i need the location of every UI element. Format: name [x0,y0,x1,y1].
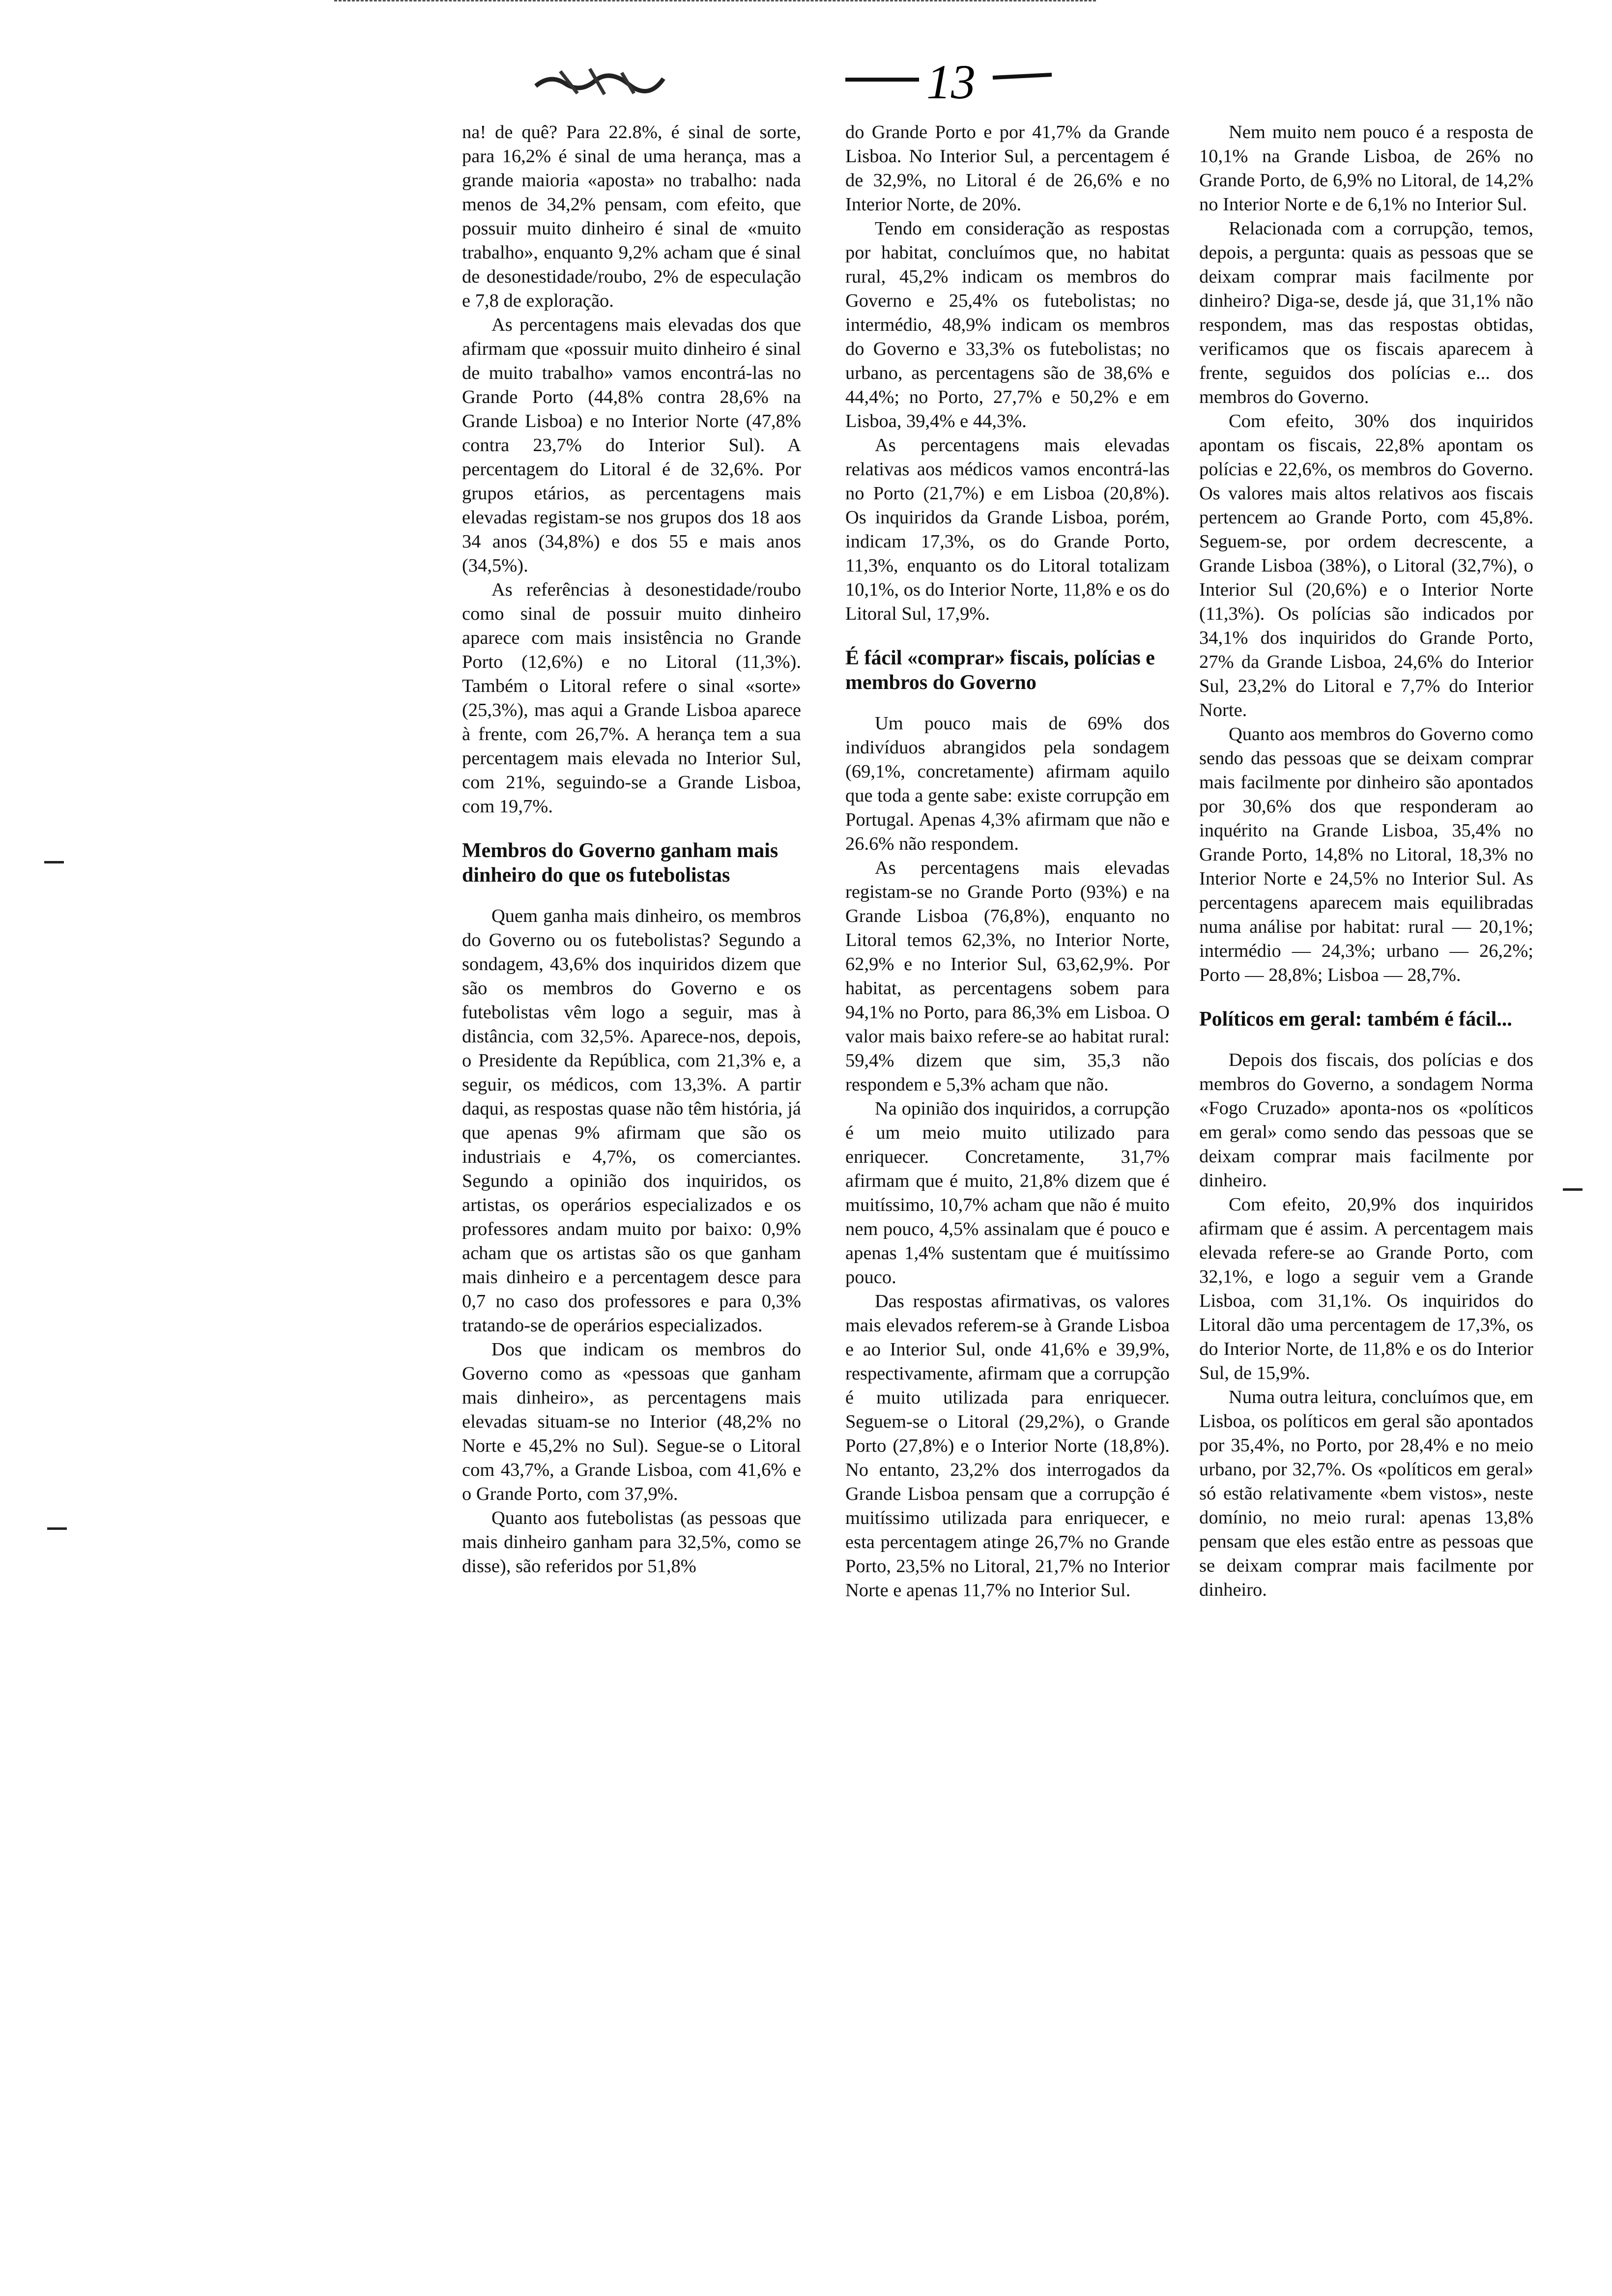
col2-paragraph: Das respostas afirmativas, os valores mais elevados referem-se à Grande Lisboa e ao Interior Sul, onde 41,6% e 39,9%, respectivamente, afirmam que a corrupção é muito utilizada para enriquecer. Seguem-se o Litoral (29,2%), o Grande Porto (27,8%) e o Interior Norte (18,8%). No entanto, 23,2% dos interrogados da Grande Lisboa pensam que a corrupção é muitíssimo utilizada para enriquecer, e esta percentagem atinge 26,7% no Grande Porto, 23,5% no Litoral, 21,7% no Interior Norte e apenas 11,7% no Interior Sul. [845,1291,1170,1601]
col1-paragraph: As referências à desonestidade/roubo como sinal de possuir muito dinheiro aparece com mais insistência no Grande Porto (12,6%) e no Litoral (11,3%). Também o Litoral refere o sinal «sorte» (25,3%), mas aqui a Grande Lisboa aparece à frente, com 26,7%. A herança tem a sua percentagem mais elevada no Interior Sul, com 21%, seguindo-se a Grande Lisboa, com 19,7%. [462,579,801,817]
col2-paragraph: As percentagens mais elevadas registam-se no Grande Porto (93%) e na Grande Lisboa (76,8%), enquanto no Litoral temos 62,3%, no Interior Norte, 62,9% e no Interior Sul, 63,62,9%. Por habitat, as percentagens sobem para 94,1% no Porto, para 86,3% em Lisboa. O valor mais baixo refere-se ao habitat rural: 59,4% dizem que sim, 35,3 não respondem e 5,3% acham que não. [845,858,1170,1095]
col3-headline: Políticos em geral: também é fácil... [1199,1008,1512,1031]
margin-mark-right [1563,1188,1583,1191]
top-dashed-rule [334,0,1096,1]
col3-paragraph: Depois dos fiscais, dos polícias e dos membros do Governo, a sondagem Norma «Fogo Cruzado» aponta-nos os «políticos em geral» como sendo das pessoas que se deixam comprar mais facilmente por dinheiro. [1199,1050,1533,1191]
col2-paragraph: do Grande Porto e por 41,7% da Grande Lisboa. No Interior Sul, a percentagem é de 32,9%, no Litoral é de 26,6% e no Interior Norte, de 20%. [845,122,1170,215]
header-smudge [531,59,668,103]
col2-paragraph: As percentagens mais elevadas relativas aos médicos vamos encontrá-las no Porto (21,7%) e em Lisboa (20,8%). Os inquiridos da Grande Lisboa, porém, indicam 17,3%, os do Grande Porto, 11,3%, enquanto os do Litoral totalizam 10,1%, os do Interior Norte, 11,8% e os do Litoral Sul, 17,9%. [845,435,1170,624]
margin-mark-left [44,861,64,863]
col2-paragraph: Na opinião dos inquiridos, a corrupção é um meio muito utilizado para enriquecer. Concretamente, 31,7% afirmam que é muito, 21,8% dizem que é muitíssimo, 10,7% acham que não é muito nem pouco, 4,5% assinalam que é pouco e apenas 1,4% sustentam que é muitíssimo pouco. [845,1098,1170,1288]
col3-paragraph: Relacionada com a corrupção, temos, depois, a pergunta: quais as pessoas que se deixam comprar mais facilmente por dinheiro? Diga-se, desde já, que 31,1% não respondem, mas das respostas obtidas, verificamos que os fiscais aparecem à frente, seguidos dos polícias e... dos membros do Governo. [1199,218,1533,407]
col2-paragraph: Tendo em consideração as respostas por habitat, concluímos que, no habitat rural, 45,2% indicam os membros do Governo e 25,4% os futebolistas; no intermédio, 48,9% indicam os membros do Governo e 33,3% os futebolistas; no urbano, as percentagens são de 38,6% e 44,4%; no Porto, 27,7% e 50,2% e em Lisboa, 39,4% e 44,3%. [845,218,1170,431]
col1-paragraph: Quem ganha mais dinheiro, os membros do Governo ou os futebolistas? Segundo a sondagem, 43,6% dos inquiridos dizem que são os membros do Governo e os futebolistas vêm logo a seguir, mas à distância, com 32,5%. Aparece-nos, depois, o Presidente da República, com 21,3% e, a seguir, os médicos, com 13,3%. A partir daqui, as respostas quase não têm história, já que apenas 9% afirmam que são os industriais e 4,7%, os comerciantes. Segundo a opinião dos inquiridos, os artistas, os operários especializados e os professores andam muito por baixo: 0,9% acham que os artistas são os que ganham mais dinheiro e a percentagem desce para 0,7 no caso dos professores e para 0,3% tratando-se de operários especializados. [462,906,801,1336]
col3-paragraph: Nem muito nem pouco é a resposta de 10,1% na Grande Lisboa, de 26% no Grande Porto, de 6,9% no Litoral, de 14,2% no Interior Norte e de 6,1% no Interior Sul. [1199,122,1533,215]
col1-headline: Membros do Governo ganham mais dinheiro do que os futebolistas [462,839,778,887]
col3-paragraph: Com efeito, 20,9% dos inquiridos afirmam que é assim. A percentagem mais elevada refere-se ao Grande Porto, com 32,1%, e logo a seguir vem a Grande Lisboa, com 31,1%. Os inquiridos do Litoral dão uma percentagem de 17,3%, os do Interior Norte, de 11,8% e os do Interior Sul, de 15,9%. [1199,1194,1533,1383]
page-number-text: 13 [926,55,976,108]
col1-paragraph: Dos que indicam os membros do Governo como as «pessoas que ganham mais dinheiro», as percentagens mais elevadas situam-se no Interior (48,2% no Norte e 45,2% no Sul). Segue-se o Litoral com 43,7%, a Grande Lisboa, com 41,6% e o Grande Porto, com 37,9%. [462,1339,801,1504]
col3-paragraph: Quanto aos membros do Governo como sendo das pessoas que se deixam comprar mais facilmente por dinheiro são apontados por 30,6% dos que responderam ao inquérito na Grande Lisboa, 35,4% no Grande Porto, 14,8% no Litoral, 18,3% no Interior Norte e 24,5% no Interior Sul. As percentagens aparecem mais equilibradas numa análise por habitat: rural — 20,1%; intermédio — 24,3%; urbano — 26,2%; Porto — 28,8%; Lisboa — 28,7%. [1199,724,1533,985]
col1-paragraph: Quanto aos futebolistas (as pessoas que mais dinheiro ganham para 32,5%, como se disse), são referidos por 51,8% [462,1508,801,1577]
col1-paragraph: na! de quê? Para 22.8%, é sinal de sorte, para 16,2% é sinal de uma herança, mas a grande maioria «aposta» no trabalho: nada menos de 34,2% pensam, com efeito, que possuir muito dinheiro é sinal de «muito trabalho», enquanto 9,2% acham que é sinal de desonestidade/roubo, 2% de especulação e 7,8 de exploração. [462,122,801,311]
col2-paragraph: Um pouco mais de 69% dos indivíduos abrangidos pela sondagem (69,1%, concretamente) afirmam aquilo que toda a gente sabe: existe corrupção em Portugal. Apenas 4,3% afirmam que não e 26.6% não respondem. [845,713,1170,854]
col1-paragraph: As percentagens mais elevadas dos que afirmam que «possuir muito dinheiro é sinal de muito trabalho» vamos encontrá-las no Grande Porto (44,8% contra 28,6% na Grande Lisboa) e no Interior Norte (47,8% contra 23,7% do Interior Sul). A percentagem do Litoral é de 32,6%. Por grupos etários, as percentagens mais elevadas registam-se nos grupos dos 18 aos 34 anos (34,8%) e dos 55 e mais anos (34,5%). [462,315,801,576]
page-number-mark [845,54,1052,108]
col3-paragraph: Numa outra leitura, concluímos que, em Lisboa, os políticos em geral são apontados por 35,4%, no Porto, por 28,4% e no meio urbano, por 32,7%. Os «políticos em geral» só estão relativamente «bem vistos», neste domínio, no meio rural: apenas 13,8% pensam que eles estão entre as pessoas que se deixam comprar mais facilmente por dinheiro. [1199,1387,1533,1600]
col3-paragraph: Com efeito, 30% dos inquiridos apontam os fiscais, 22,8% apontam os polícias e 22,6%, os membros do Governo. Os valores mais altos relativos aos fiscais pertencem ao Grande Porto, com 45,8%. Seguem-se, por ordem decrescente, a Grande Lisboa (38%), o Litoral (32,7%), o Interior Sul (20,6%) e o Interior Norte (11,3%). Os polícias são indicados por 34,1% dos inquiridos do Grande Porto, 27% da Grande Lisboa, 24,6% do Interior Sul, 23,2% do Litoral e 7,7% do Interior Norte. [1199,411,1533,720]
column-2 [845,120,1170,1603]
column-3 [1199,120,1533,1602]
col2-headline: É fácil «comprar» fiscais, polícias e membros do Governo [845,647,1155,694]
margin-mark-left-2 [47,1527,67,1530]
column-1 [462,120,801,1578]
